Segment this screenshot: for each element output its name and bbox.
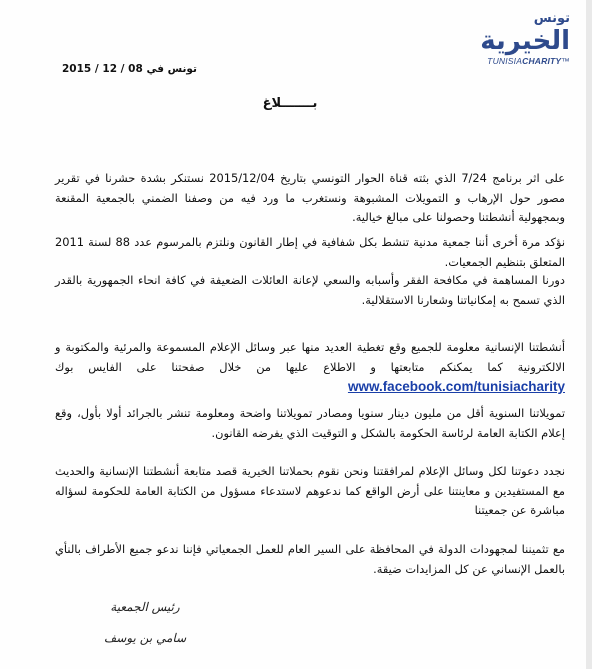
logo-top-text: تونس	[533, 11, 570, 26]
document-date: تونس في 08 / 12 / 2015	[62, 63, 197, 75]
facebook-link[interactable]: www.facebook.com/tunisiacharity	[347, 379, 565, 394]
paragraph-3: دورنا المساهمة في مكافحة الفقر وأسبابه والسعي لإعانة العائلات الضعيفة في كافة انحاء الجمهورية بالقدر الذي تسمح به إمكانياتنا وشعارنا الاستقلالية.	[55, 273, 565, 307]
logo-sub-text: TUNISIACHARITY™	[487, 56, 570, 66]
paragraph-2: نؤكد مرة أخرى أننا جمعية مدنية تنشط بكل شفافية في إطار القانون ونلتزم بالمرسوم عدد 88 لسنة 2011 المتعلق بتنظيم الجمعيات.	[55, 235, 565, 269]
scan-edge	[586, 0, 592, 669]
tunisia-charity-logo	[482, 12, 570, 66]
paragraph-4	[55, 338, 565, 398]
paragraph-7: مع تثميننا لمجهودات الدولة في المحافظة على السير العام للعمل الجمعياتي فإننا ندعو جميع الأطراف بالنأي بالعمل الإنساني عن كل المزايدات ضيقة.	[55, 542, 565, 576]
signature-role: رئيس الجمعية	[110, 600, 180, 614]
signature-name: سامي بن يوسف	[103, 631, 187, 645]
paragraph-4-text: أنشطتنا الإنسانية معلومة للجميع وقع تغطية العديد منها عبر وسائل الإعلام المسموعة والمرئية والمكتوبة و الالكترونية كما يمكنكم متابعتها و الاطلاع عليها من خلال صفحتنا على الفايس بوك	[55, 340, 565, 374]
paragraph-1: على اثر برنامج 7/24 الذي بثته قناة الحوار التونسي بتاريخ 2015/12/04 نستنكر بشدة حشرنا في تقرير مصور حول الإرهاب و التمويلات المشبوهة ونستغرب ما ورد فيه من وصفنا الضمني بالجمعية المقنعة وبمجهولية أنشطتنا وحصولنا على مبالغ خيالية.	[55, 171, 565, 224]
document-title: بـــــــلاغ	[262, 96, 318, 111]
paragraph-5: تمويلاتنا السنوية أقل من مليون دينار سنويا ومصادر تمويلاتنا واضحة ومعلومة تنشر بالجرائد أولا بأول، وقع إعلام الكتابة العامة لرئاسة الحكومة بالشكل و التوقيت الذي يفرضه القانون.	[55, 406, 565, 440]
paragraph-6: نجدد دعوتنا لكل وسائل الإعلام لمرافقتنا ونحن نقوم بحملاتنا الخيرية قصد متابعة أنشطتنا الإنسانية والحديث مع المستفيدين و معاينتنا على أرض الواقع كما ندعوهم لاستدعاء مسؤول من الكتابة العامة للحكومة لسؤاله مباشرة عن جمعيتنا	[55, 464, 565, 517]
logo-main-text: الخيرية	[480, 26, 570, 56]
